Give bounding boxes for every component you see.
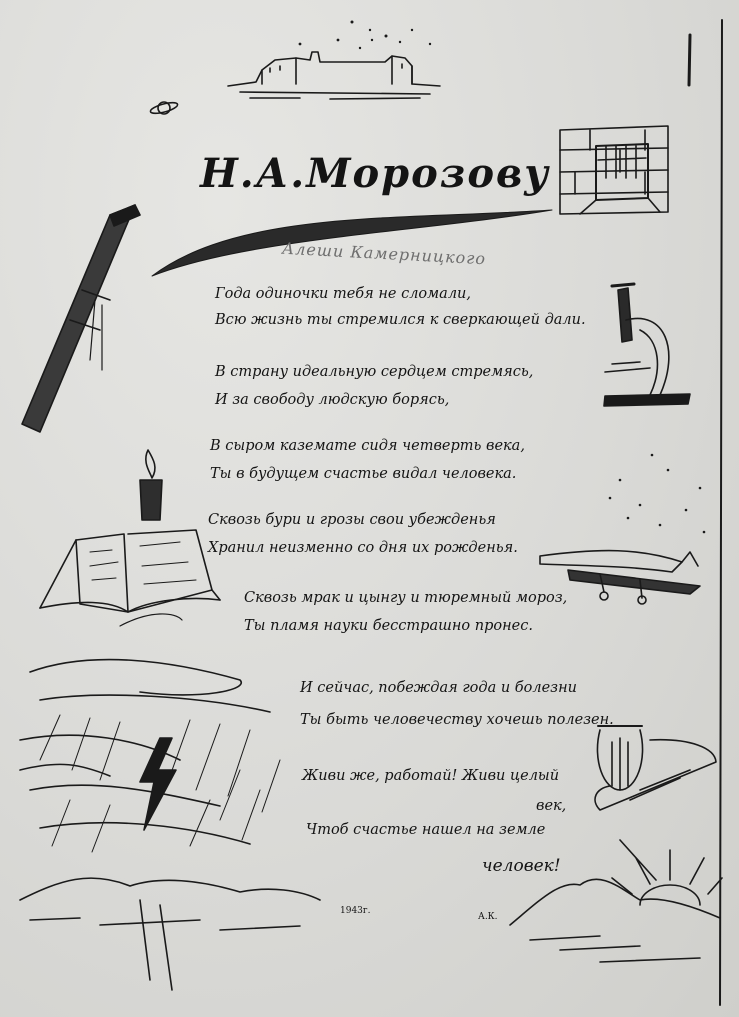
- fortress-icon: [228, 21, 440, 100]
- telescope-icon: [22, 205, 140, 432]
- prison-window-icon: [560, 126, 668, 214]
- poem-line: Ты пламя науки бесстрашно пронес.: [244, 618, 533, 634]
- poem-line: Ты в будущем счастье видал человека.: [210, 466, 517, 482]
- author-initials: А.К.: [478, 912, 498, 922]
- page-mark: [689, 35, 690, 85]
- poem-line: В страну идеальную сердцем стремясь,: [215, 364, 534, 380]
- planet-icon: [149, 101, 178, 116]
- date-note: 1943г.: [340, 906, 371, 916]
- poem-title: Н.А.Морозову: [200, 150, 551, 197]
- poem-line: Хранил неизменно со дня их рожденья.: [208, 540, 518, 556]
- poem-line: Года одиночки тебя не сломали,: [215, 286, 472, 302]
- poem-line: век,: [536, 798, 567, 814]
- poem-line: Сквозь бури и грозы свои убежденья: [208, 512, 496, 528]
- page-border-line: [720, 20, 722, 1005]
- poem-line: В сыром каземате сидя четверть века,: [210, 438, 525, 454]
- poem-line: человек!: [482, 856, 561, 876]
- poem-line: Чтоб счастье нашел на земле: [306, 822, 546, 838]
- poem-line: И за свободу людскую борясь,: [215, 392, 450, 408]
- poem-line: И сейчас, побеждая года и болезни: [300, 680, 577, 696]
- storm-clouds-icon: [20, 660, 280, 852]
- dedication-line: Алеши Камерницкого: [281, 238, 487, 269]
- poem-line: Сквозь мрак и цынгу и тюремный мороз,: [244, 590, 568, 606]
- poem-line: Ты быть человечеству хочешь полезен.: [300, 712, 614, 728]
- open-book-icon: [40, 530, 220, 626]
- microscope-icon: [604, 284, 690, 406]
- lightning-icon: [140, 738, 176, 830]
- lyre-scroll-icon: [595, 726, 716, 810]
- scattered-stars: [609, 454, 706, 534]
- poem-line: Всю жизнь ты стремился к сверкающей дали.: [215, 312, 586, 328]
- rocks-left-icon: [20, 878, 320, 990]
- candle-icon: [140, 450, 162, 520]
- poem-line: Живи же, работай! Живи целый: [302, 768, 560, 784]
